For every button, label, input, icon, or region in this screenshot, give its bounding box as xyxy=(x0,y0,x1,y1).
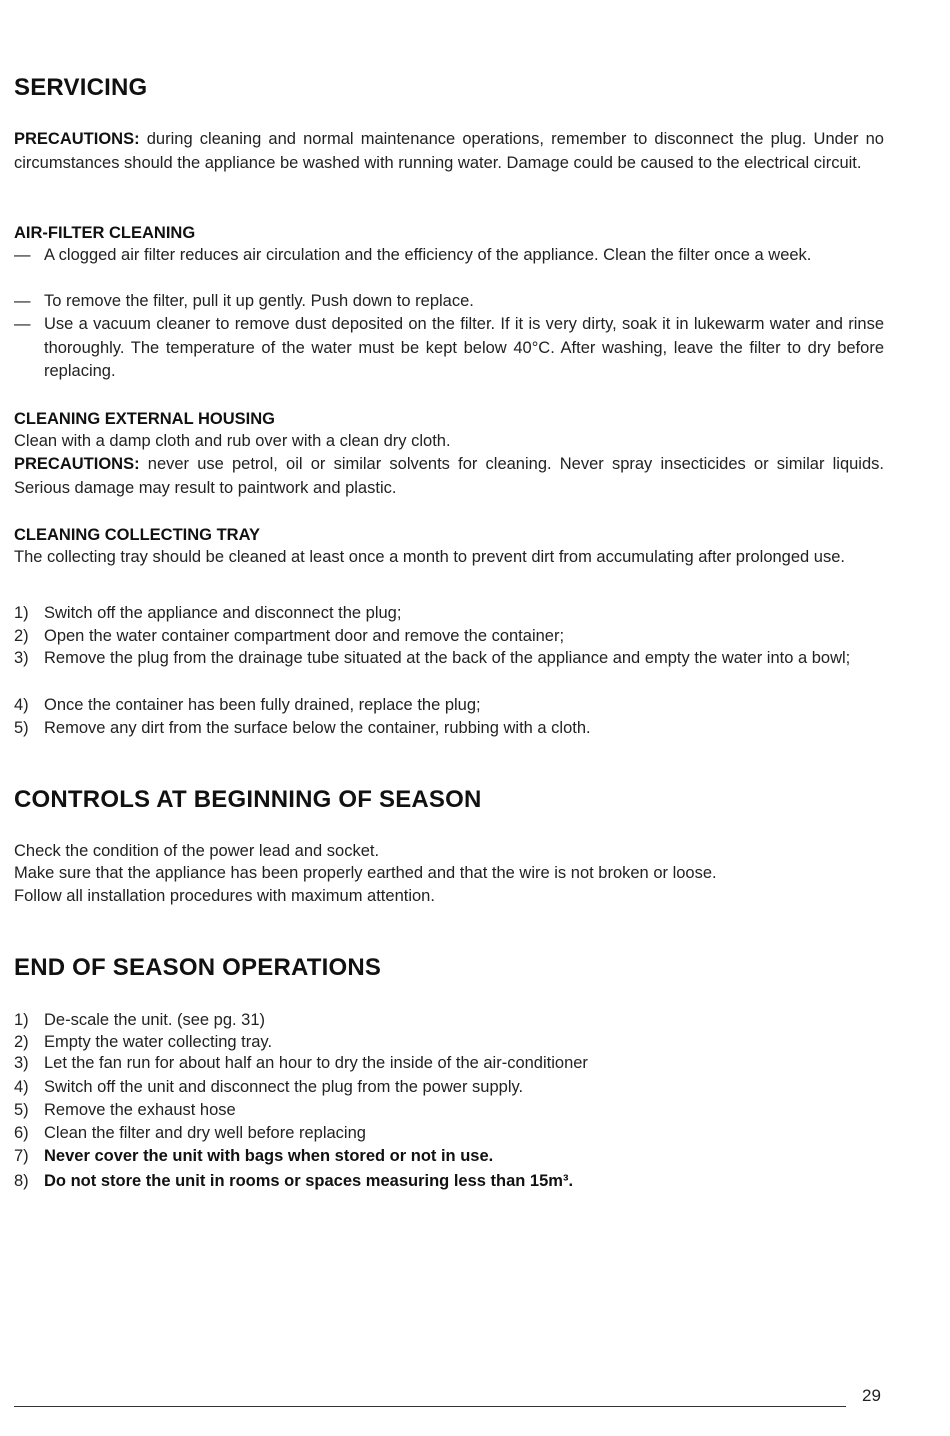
air-filter-heading: AIR-FILTER CLEANING xyxy=(14,224,196,242)
precautions-label: PRECAUTIONS: xyxy=(14,130,140,148)
list-item xyxy=(14,625,884,649)
step-number: 1) xyxy=(14,1011,29,1029)
list-item-text: Open the water container compartment door and remove the container; xyxy=(44,627,565,645)
list-item xyxy=(14,1122,884,1146)
list-item-text: Remove any dirt from the surface below the container, rubbing with a cloth. xyxy=(44,719,591,737)
external-housing-heading: CLEANING EXTERNAL HOUSING xyxy=(14,410,275,428)
step-number: 2) xyxy=(14,627,29,645)
list-item xyxy=(14,717,884,741)
step-number: 6) xyxy=(14,1124,29,1142)
step-number: 4) xyxy=(14,696,29,714)
list-item-text: De-scale the unit. (see pg. 31) xyxy=(44,1011,266,1029)
list-item xyxy=(14,1031,884,1055)
page-number: 29 xyxy=(862,1386,881,1405)
controls-line: Follow all installation procedures with maximum attention. xyxy=(14,887,435,905)
step-number: 5) xyxy=(14,719,29,737)
dash-marker: — xyxy=(14,246,31,264)
list-item xyxy=(14,1170,884,1194)
list-item xyxy=(14,1009,884,1033)
servicing-precautions xyxy=(14,128,884,175)
step-number: 5) xyxy=(14,1101,29,1119)
dash-marker: — xyxy=(14,292,31,310)
servicing-title: SERVICING xyxy=(14,74,148,101)
list-item-text: Switch off the appliance and disconnect the plug; xyxy=(44,604,402,622)
list-item-text: Once the container has been fully drained, replace the plug; xyxy=(44,696,481,714)
step-number: 2) xyxy=(14,1033,29,1051)
external-housing-precautions xyxy=(14,453,884,500)
collecting-tray-intro: The collecting tray should be cleaned at least once a month to prevent dirt from accumulating after prolonged use. xyxy=(14,548,845,566)
list-item-text: To remove the filter, pull it up gently. Push down to replace. xyxy=(44,292,474,310)
step-number: 1) xyxy=(14,604,29,622)
list-item-text: Switch off the unit and disconnect the plug from the power supply. xyxy=(44,1078,524,1096)
list-item xyxy=(14,244,884,268)
list-item-text: A clogged air filter reduces air circulation and the efficiency of the appliance. Clean the filter once a week. xyxy=(44,246,812,264)
list-item xyxy=(14,694,884,718)
step-number: 7) xyxy=(14,1147,29,1165)
list-item xyxy=(14,1145,884,1169)
list-item-text: Do not store the unit in rooms or spaces measuring less than 15m³. xyxy=(44,1172,574,1190)
controls-title: CONTROLS AT BEGINNING OF SEASON xyxy=(14,786,482,813)
list-item-text: Empty the water collecting tray. xyxy=(44,1033,273,1051)
controls-line: Check the condition of the power lead and socket. xyxy=(14,842,380,860)
list-item xyxy=(14,1076,884,1100)
step-number: 8) xyxy=(14,1172,29,1190)
precautions-text: never use petrol, oil or similar solvents for cleaning. Never spray insecticides or similar liquids. Serious damage may result to paintwork and plastic. xyxy=(14,455,884,497)
list-item-text: Clean the filter and dry well before replacing xyxy=(44,1124,366,1142)
dash-marker: — xyxy=(14,315,31,333)
list-item xyxy=(14,1099,884,1123)
step-number: 3) xyxy=(14,649,29,667)
precautions-text: during cleaning and normal maintenance operations, remember to disconnect the plug. Under no circumstances should the appliance be washed with running water. Damage could be caused to the electrical circuit. xyxy=(14,130,884,172)
list-item-text: Use a vacuum cleaner to remove dust deposited on the filter. If it is very dirty, soak it in lukewarm water and rinse thoroughly. The temperature of the water must be kept below 40°C. After washing, leave the filter to dry before replacing. xyxy=(44,315,884,380)
list-item-text: Remove the plug from the drainage tube situated at the back of the appliance and empty the water into a bowl; xyxy=(44,649,851,667)
controls-line: Make sure that the appliance has been properly earthed and that the wire is not broken or loose. xyxy=(14,864,717,882)
list-item xyxy=(14,1052,884,1076)
list-item xyxy=(14,602,884,626)
end-season-title: END OF SEASON OPERATIONS xyxy=(14,954,382,981)
collecting-tray-heading: CLEANING COLLECTING TRAY xyxy=(14,526,260,544)
list-item-text: Never cover the unit with bags when stored or not in use. xyxy=(44,1147,494,1165)
precautions-label: PRECAUTIONS: xyxy=(14,455,140,473)
step-number: 3) xyxy=(14,1054,29,1072)
list-item xyxy=(14,647,884,671)
list-item-text: Remove the exhaust hose xyxy=(44,1101,236,1119)
list-item-text: Let the fan run for about half an hour to dry the inside of the air-conditioner xyxy=(44,1054,588,1072)
list-item xyxy=(14,313,884,384)
list-item xyxy=(14,290,884,314)
external-housing-text: Clean with a damp cloth and rub over with a clean dry cloth. xyxy=(14,432,451,450)
step-number: 4) xyxy=(14,1078,29,1096)
footer-rule xyxy=(14,1406,846,1407)
